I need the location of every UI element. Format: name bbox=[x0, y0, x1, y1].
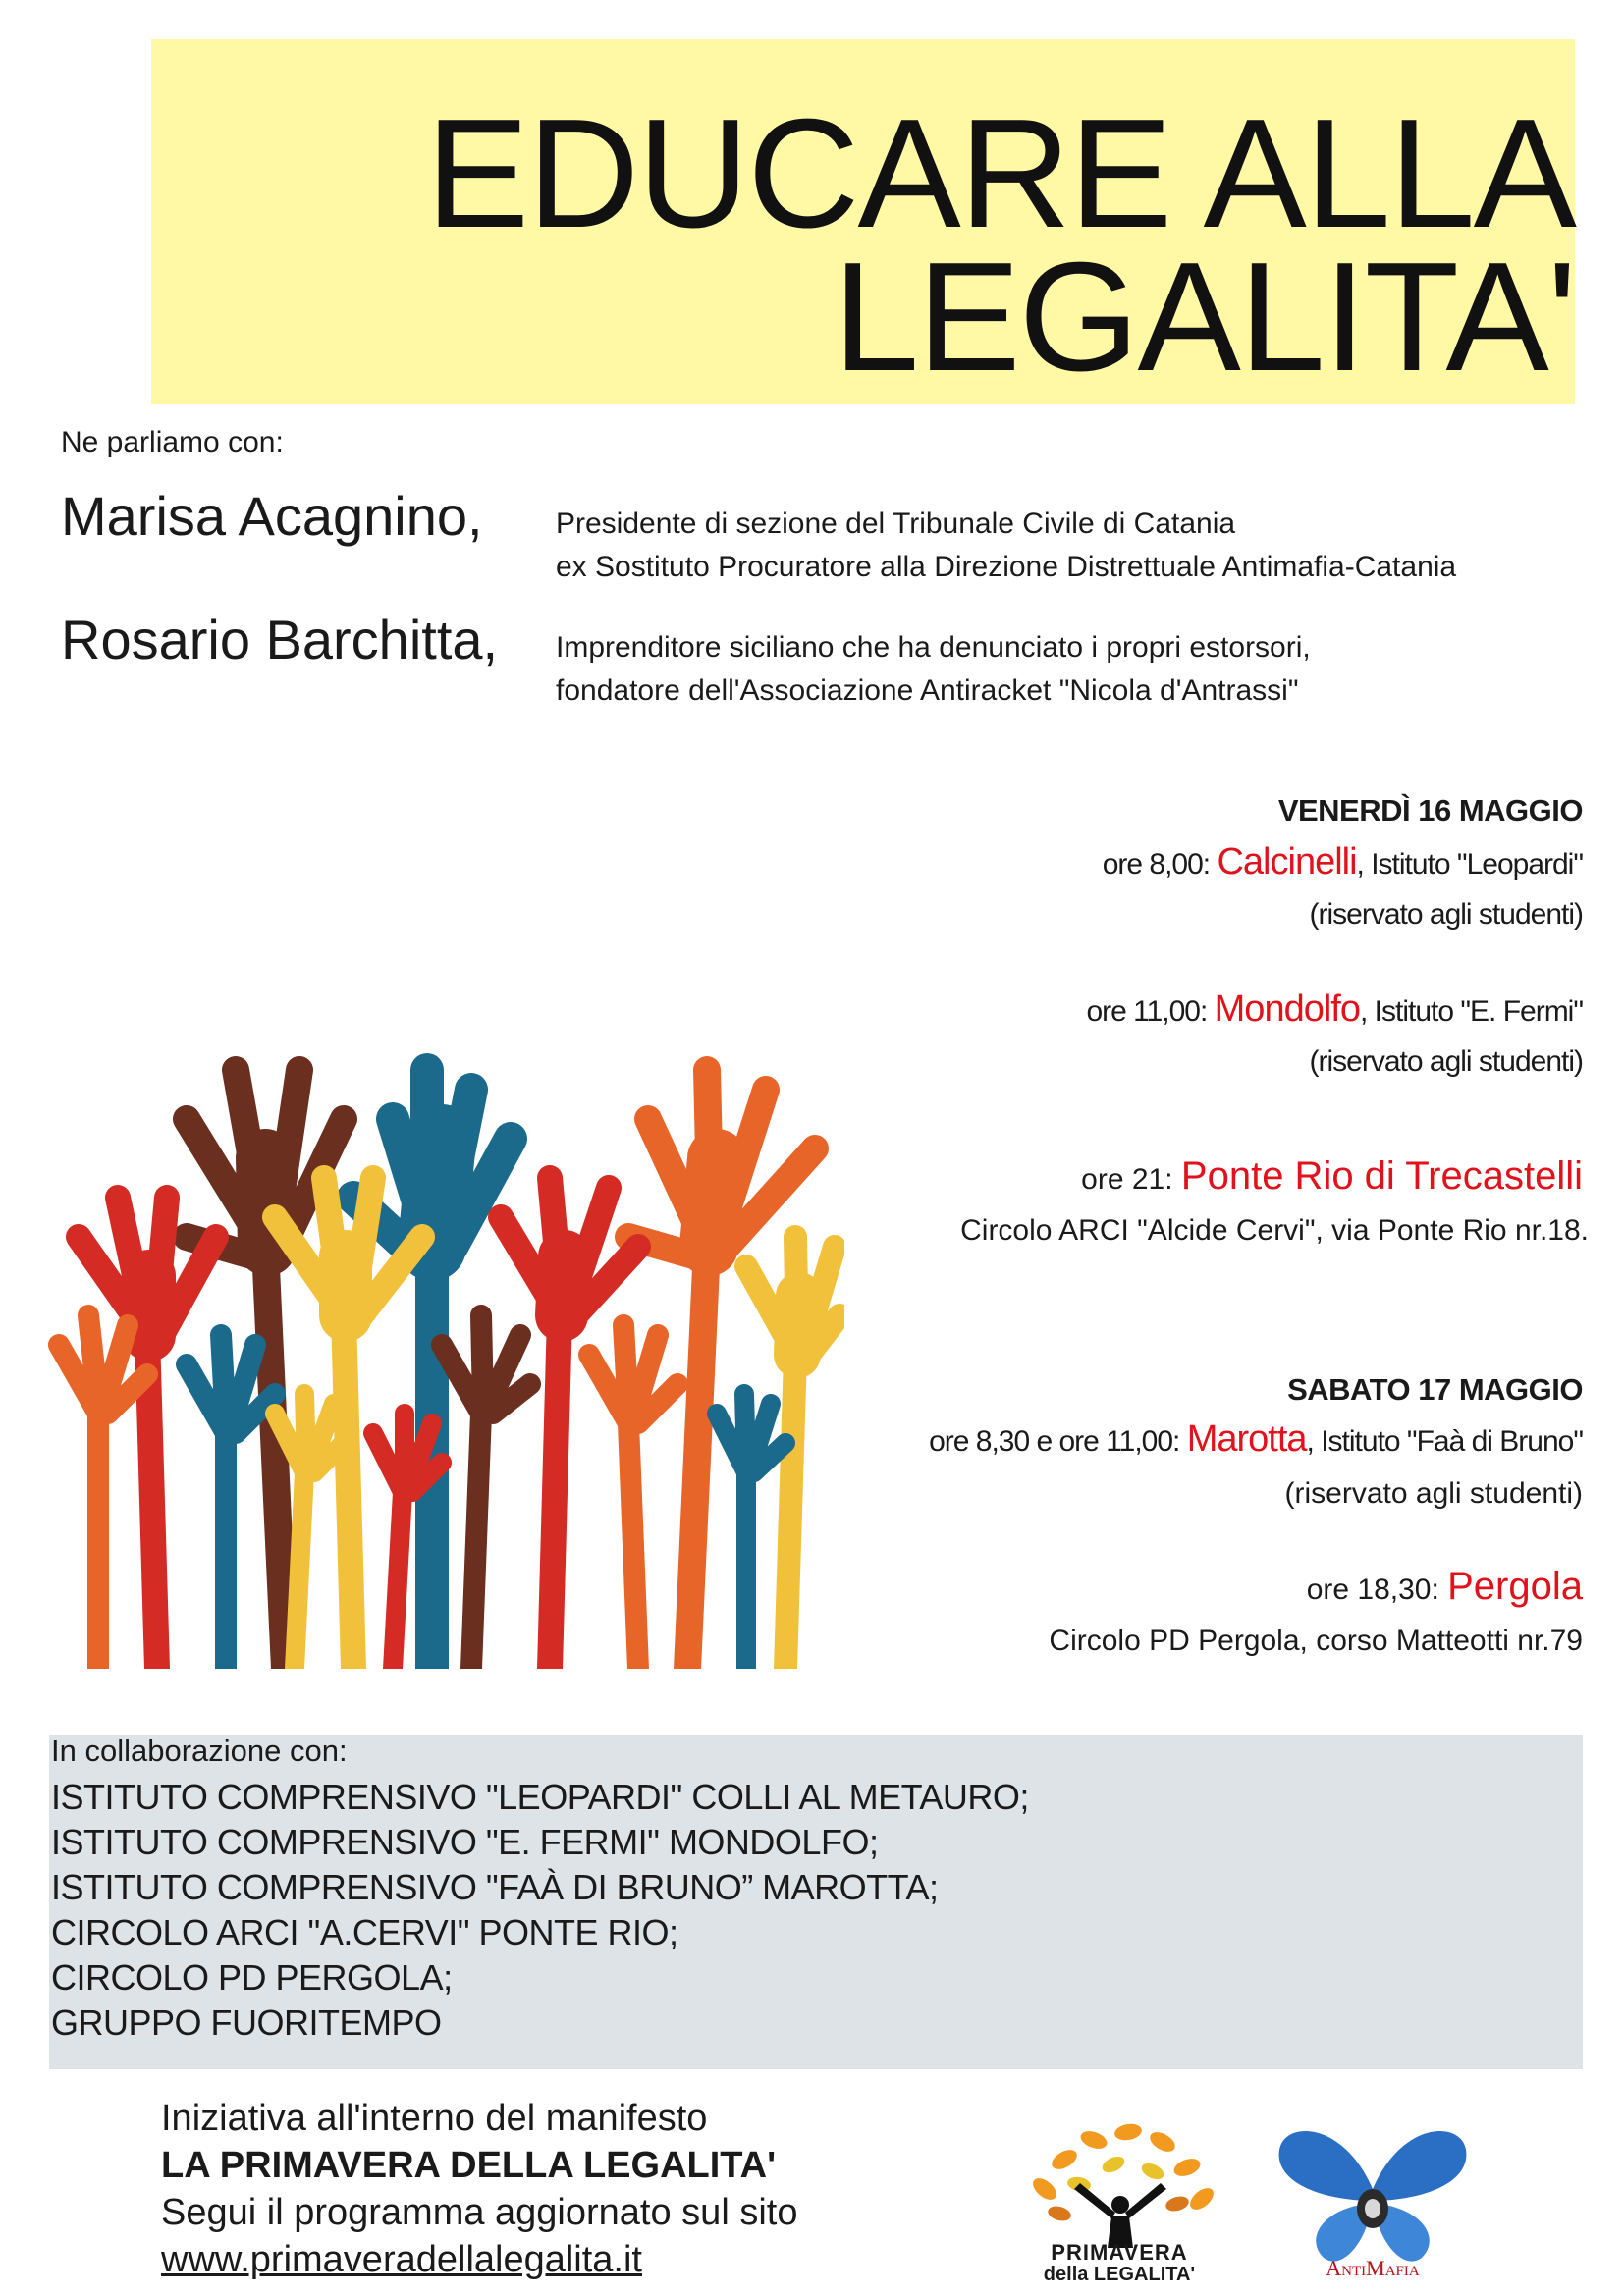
hand-brown-left bbox=[187, 1070, 344, 1669]
raised-hands-illustration bbox=[39, 825, 844, 1669]
event-place: Calcinelli bbox=[1217, 841, 1357, 882]
event-time: ore 8,00: bbox=[1102, 848, 1218, 881]
event-ponte-rio bbox=[1081, 1156, 1583, 1200]
event-note: (riservato agli studenti) bbox=[1309, 898, 1583, 931]
primavera-logo-subtext: della LEGALITA' bbox=[1043, 2264, 1196, 2285]
event-note: Circolo PD Pergola, corso Matteotti nr.79 bbox=[1049, 1625, 1583, 1657]
hand-orange-front-left bbox=[59, 1315, 147, 1669]
collaboration-item: GRUPPO FUORITEMPO bbox=[51, 2002, 442, 2043]
event-marotta bbox=[929, 1419, 1583, 1462]
speaker-role-1a: Presidente di sezione del Tribunale Civile di Catania bbox=[556, 507, 1236, 540]
event-place: Mondolfo bbox=[1214, 988, 1360, 1030]
day2-label: SABATO 17 MAGGIO bbox=[1287, 1372, 1583, 1407]
event-calcinelli bbox=[1103, 842, 1583, 884]
hand-brown-front bbox=[442, 1315, 530, 1669]
event-venue: , Istituto "Leopardi" bbox=[1356, 848, 1583, 881]
collaboration-item: ISTITUTO COMPRENSIVO "FAÀ DI BRUNO” MAROTTA; bbox=[51, 1867, 939, 1907]
event-note: (riservato agli studenti) bbox=[1284, 1477, 1583, 1510]
footer-manifesto-name: LA PRIMAVERA DELLA LEGALITA' bbox=[161, 2145, 777, 2186]
title-line-2: LEGALITA' bbox=[833, 231, 1575, 403]
event-place: Marotta bbox=[1186, 1418, 1307, 1460]
speaker-role-1b: ex Sostituto Procuratore alla Direzione Distrettuale Antimafia-Catania bbox=[556, 551, 1457, 583]
speaker-name-2: Rosario Barchitta, bbox=[61, 609, 499, 670]
event-note: (riservato agli studenti) bbox=[1309, 1045, 1583, 1078]
collaboration-item: ISTITUTO COMPRENSIVO "E. FERMI" MONDOLFO; bbox=[51, 1822, 879, 1862]
event-time: ore 18,30: bbox=[1306, 1574, 1448, 1606]
footer-initiative: Iniziativa all'interno del manifesto bbox=[161, 2098, 708, 2139]
event-place: Pergola bbox=[1447, 1565, 1583, 1608]
event-place: Ponte Rio di Trecastelli bbox=[1180, 1154, 1583, 1198]
event-mondolfo bbox=[1086, 989, 1583, 1032]
hand-orange-front-mid bbox=[589, 1325, 677, 1669]
speaker-name-1: Marisa Acagnino, bbox=[61, 485, 483, 547]
speaker-role-2a: Imprenditore siciliano che ha denunciato i propri estorsori, bbox=[556, 631, 1311, 664]
collaboration-item: ISTITUTO COMPRENSIVO "LEOPARDI" COLLI AL METAURO; bbox=[51, 1777, 1029, 1817]
intro-text: Ne parliamo con: bbox=[61, 426, 284, 458]
collaboration-item: CIRCOLO PD PERGOLA; bbox=[51, 1957, 453, 1998]
speaker-role-2b: fondatore dell'Associazione Antiracket "Nicola d'Antrassi" bbox=[556, 674, 1299, 707]
collaboration-title: In collaborazione con: bbox=[51, 1734, 348, 1768]
antimafia-logo-text: AntiMafia bbox=[1326, 2256, 1420, 2280]
event-time: ore 11,00: bbox=[1086, 995, 1215, 1028]
footer-follow: Segui il programma aggiornato sul sito bbox=[161, 2192, 798, 2233]
event-time: ore 21: bbox=[1081, 1163, 1181, 1196]
footer-website-link[interactable]: www.primaveradellalegalita.it bbox=[161, 2239, 642, 2280]
event-time: ore 8,30 e ore 11,00: bbox=[929, 1425, 1187, 1458]
event-venue: , Istituto "E. Fermi" bbox=[1359, 995, 1583, 1028]
event-note: Circolo ARCI "Alcide Cervi", via Ponte Rio nr.18. bbox=[960, 1214, 1589, 1247]
title-line-1: EDUCARE ALLA bbox=[425, 87, 1575, 260]
day1-label: VENERDÌ 16 MAGGIO bbox=[1277, 793, 1583, 828]
primavera-logo-text: PRIMAVERA bbox=[1051, 2240, 1188, 2265]
event-pergola bbox=[1307, 1567, 1583, 1610]
title-banner bbox=[151, 39, 1575, 404]
event-venue: , Istituto "Faà di Bruno" bbox=[1306, 1425, 1583, 1458]
collaboration-item: CIRCOLO ARCI "A.CERVI" PONTE RIO; bbox=[51, 1912, 678, 1952]
